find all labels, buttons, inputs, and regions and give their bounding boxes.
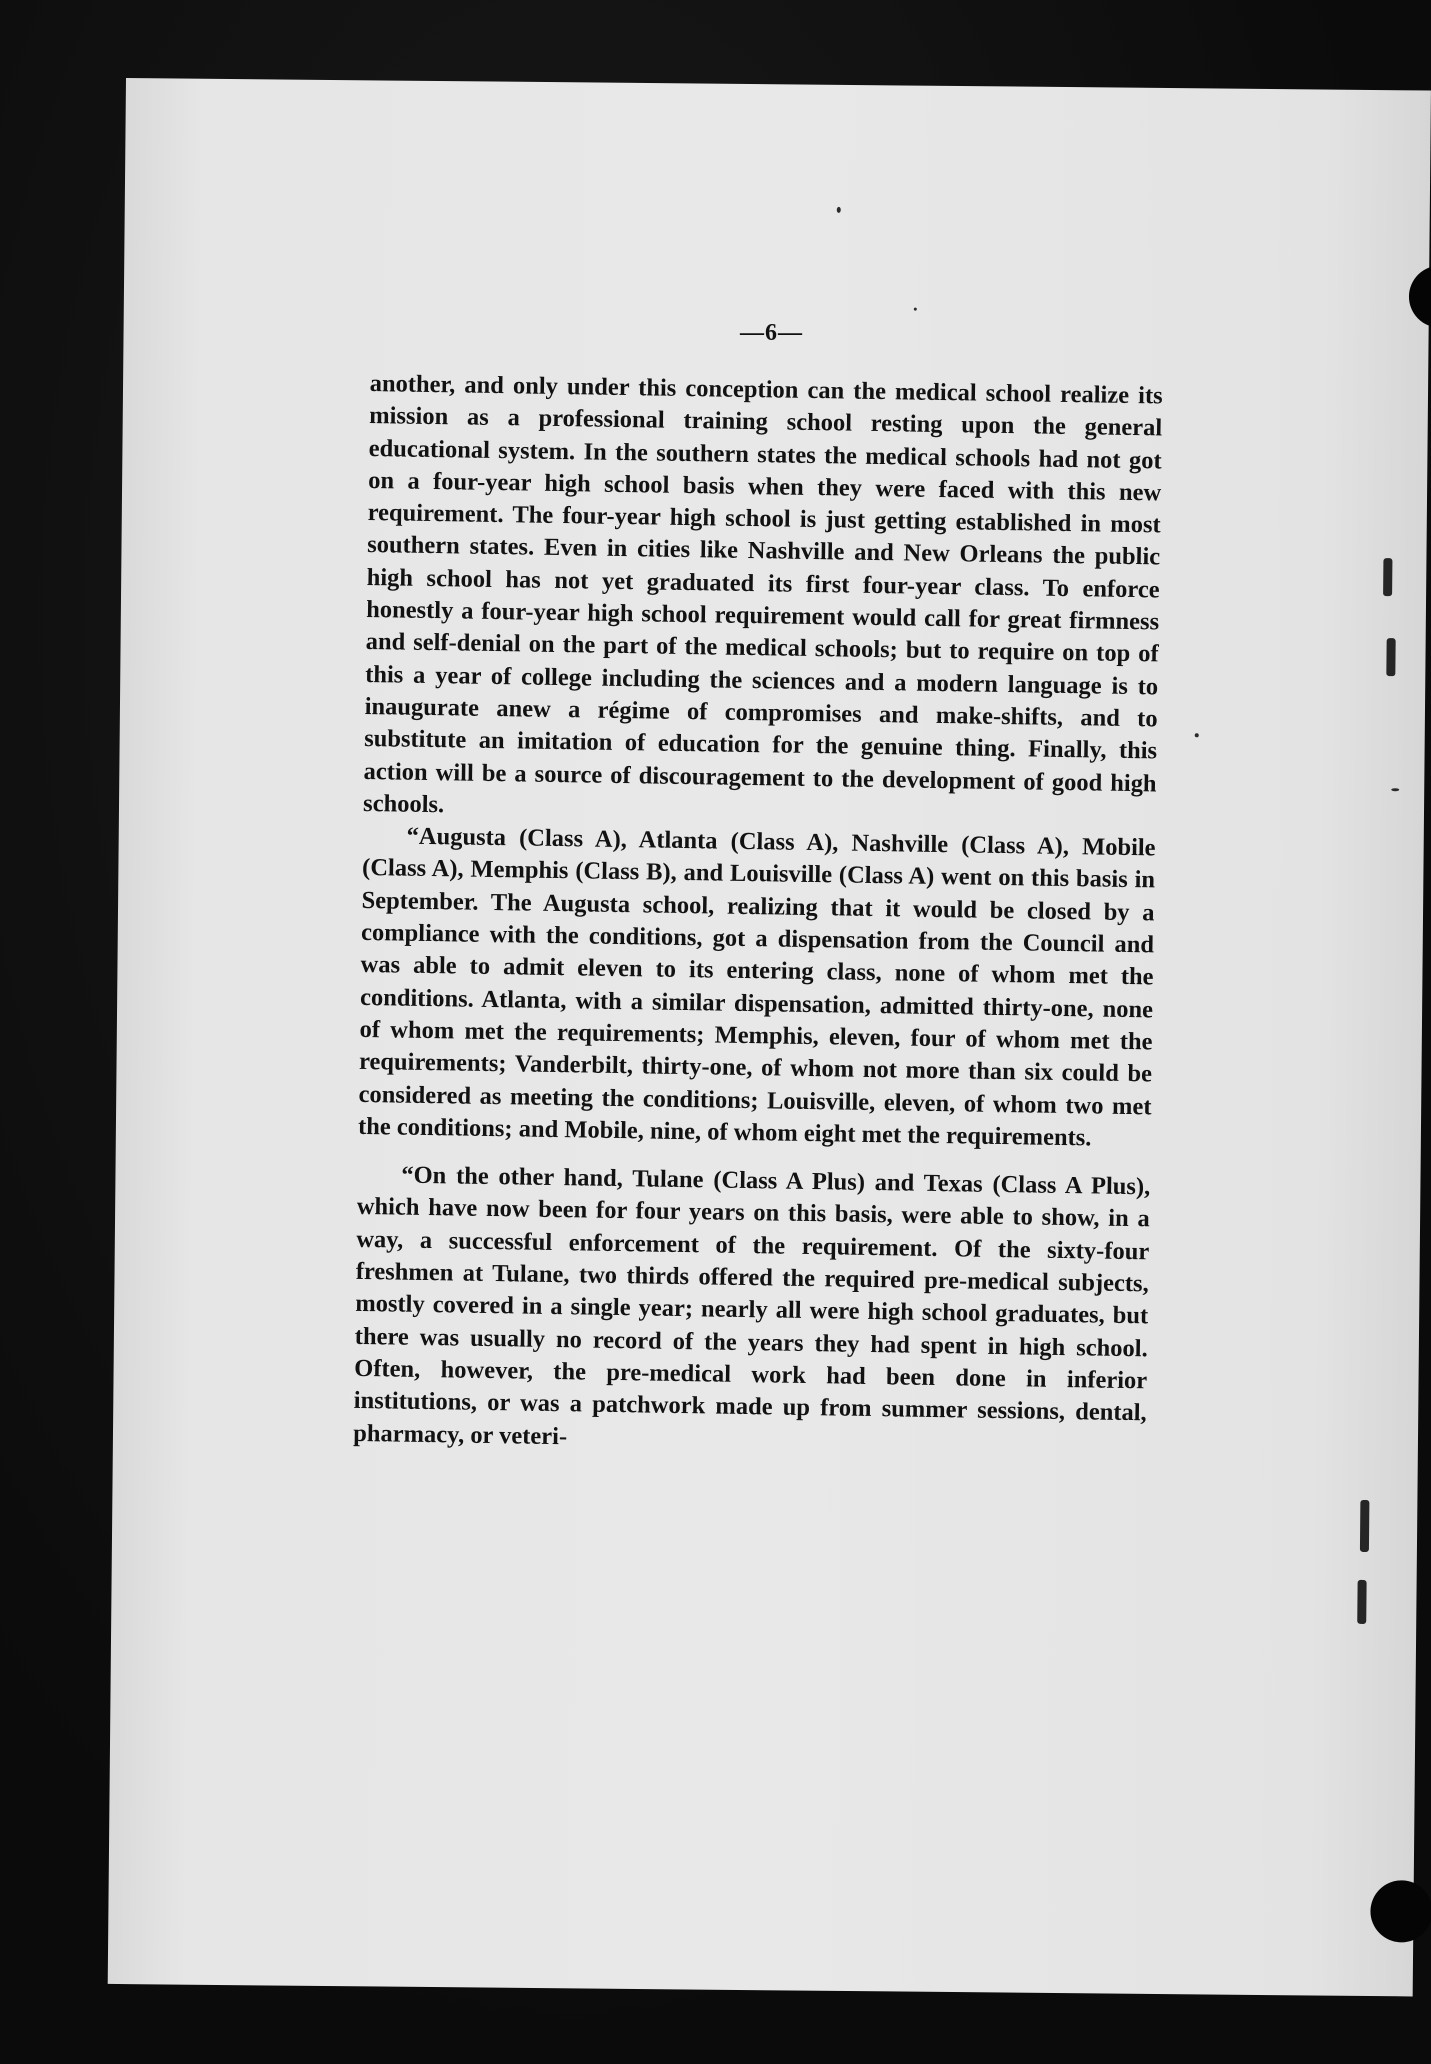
paragraph: another, and only under this conception can the medical school realize its mission as a professional training school resting upon the general educational system. In the southern states the medical schools had not got on a four-year high school basis when they were faced with this new requirement. The four-year high school is just getting established in most southern states. Even in cities like Nashville and New Orleans the public high school has not yet graduated its first four-year class. To enforce honestly a four-year high school requirement would call for great firmness and self-denial on the part of the medical schools; but to require on top of this a year of college including the sciences and a modern language is to inaugurate anew a régime of compromises and make-shifts, and to substitute an imitation of education for the genuine thing. Finally, this action will be a source of discouragement to the development of good high schools. xyxy=(362,369,1163,819)
edge-mark xyxy=(1360,1500,1369,1552)
dust-speck xyxy=(1391,788,1399,791)
edge-mark xyxy=(1357,1580,1366,1624)
edge-mark xyxy=(1386,638,1395,676)
body-text xyxy=(353,368,1163,1462)
paragraph: “On the other hand, Tulane (Class A Plus) and Texas (Class A Plus), which have now been for four years on this basis, were able to show, in a way, a successful enforcement of the requirement. Of the sixty-four freshmen at Tulane, two thirds offered the required pre-medical subjects, mostly covered in a single year; nearly all were high school graduates, but there was usually no record of the years they had spent in high school. Often, however, the pre-medical work had been done in inferior institutions, or was a patchwork made up from summer sessions, dental, pharmacy, or veteri- xyxy=(353,1161,1151,1450)
punch-hole-top xyxy=(1409,265,1431,328)
dust-speck xyxy=(914,308,917,311)
punch-hole-bottom xyxy=(1370,1880,1431,1943)
paragraph: “Augusta (Class A), Atlanta (Class A), Nashville (Class A), Mobile (Class A), Memphis (Class B), and Louisville (Class A) went on this basis in September. The Augusta school, realizing that it would be closed by a compliance with the conditions, got a dispensation from the Council and was able to admit eleven to its entering class, none of whom met the conditions. Atlanta, with a similar dispensation, admitted thirty-one, none of whom met the requirements; Memphis, eleven, four of whom met the requirements; Vanderbilt, thirty-one, of whom not more than six could be considered as meeting the conditions; Louisville, eleven, of whom two met the conditions; and Mobile, nine, of whom eight met the requirements. xyxy=(357,822,1156,1152)
page-number: —6— xyxy=(740,320,803,346)
dust-speck xyxy=(837,207,841,213)
edge-mark xyxy=(1383,558,1392,596)
dust-speck xyxy=(1195,733,1199,737)
